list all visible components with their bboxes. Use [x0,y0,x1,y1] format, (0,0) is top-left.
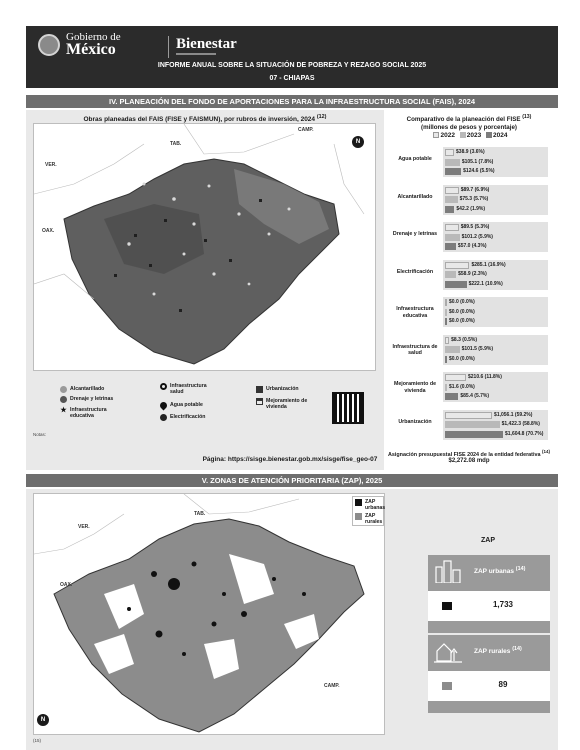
section-iv-title: IV. PLANEACIÓN DEL FONDO DE APORTACIONES PARA LA INFRAESTRUCTURA SOCIAL (FAIS), 2024 [26,95,558,108]
water-icon [159,401,169,411]
zap-rural-value-swatch [442,682,452,690]
legend-urbanization: Urbanización [256,386,299,393]
city-buildings-icon [434,559,462,583]
zap-rural-swatch [355,513,362,520]
bar-2023 [445,384,447,391]
bar-2023 [445,271,456,278]
bar-value-label: $75.3 (5.7%) [459,196,489,202]
fise-geo-page-link[interactable]: Página: https://sisge.bienestar.gob.mx/sisge/fise_geo-07 [202,456,378,463]
bar-2022 [445,149,454,156]
map-label-campeche: CAMP. [298,127,314,133]
state-name: 07 - CHIAPAS [269,75,315,82]
bar-value-label: $285.1 (16.9%) [471,261,506,268]
legend-swatch-2022 [433,132,439,138]
zap-summary-title: ZAP [481,537,495,544]
category-label: Urbanización [398,418,432,425]
bar-2023 [445,234,460,241]
chiapas-zap-map-graphic [34,494,386,736]
legend-water: Agua potable [160,402,203,409]
zap-map-label-veracruz: VER. [78,524,90,530]
bar-group [443,260,548,290]
electricity-icon [160,414,167,421]
category-label: Electrificación [396,268,434,275]
bar-2023 [445,309,447,316]
bar-value-label: $85.4 (5.7%) [460,393,490,399]
agency-logo-underline [176,53,216,55]
fise-comparison-chart [387,111,551,468]
bar-value-label: $1,422.3 (58.8%) [501,421,540,427]
zap-urban-label: ZAP urbanas $^{(14)}$ [474,566,526,576]
bar-value-label: $101.5 (5.9%) [461,346,493,352]
bar-value-label: $42.2 (1.9%) [456,205,486,212]
bar-group [443,372,548,402]
legend-housing: Mejoramiento de vivienda [256,398,322,410]
zap-rural-card [428,635,550,713]
bar-2023 [445,421,500,428]
section-v-title: V. ZONAS DE ATENCIÓN PRIORITARIA (ZAP), 2025 [26,474,558,487]
bar-value-label: $57.0 (4.3%) [457,243,487,249]
bar-value-label: $1.6 (0.0%) [449,383,475,390]
legend-swatch-2023 [460,132,466,138]
bar-value-label: $58.9 (2.3%) [458,271,487,277]
fise-total-label: Asignación presupuestal FISE 2024 de la entidad federativa $^{(14)}$ [387,449,550,458]
zap-urban-value-swatch [442,602,452,610]
bar-2024 [445,356,447,363]
zap-urban-card [428,555,550,633]
bar-value-label: $101.2 (5.9%) [461,233,493,240]
legend-drainage: Drenaje y letrinas [60,396,113,403]
bar-2022 [445,299,447,306]
map-notes-heading: Notas: [33,432,47,437]
zap-urban-count: 1,733 [492,600,514,609]
bar-value-label: $1,056.1 (59.2%) [494,411,533,418]
bar-group [443,410,548,440]
bar-2024 [445,318,447,325]
legend-health: Infraestructura salud [160,383,220,395]
bar-2022 [445,262,469,269]
report-header [26,26,558,88]
education-icon: ★ [60,407,67,414]
category-label: Mejoramiento de vivienda [393,381,437,394]
urbanization-icon [256,386,263,393]
report-title: INFORME ANUAL SOBRE LA SITUACIÓN DE POBREZA Y REZAGO SOCIAL 2025 [157,62,427,69]
bar-value-label: $124.6 (5.5%) [463,168,495,174]
zap-map-label-campeche: CAMP. [324,683,340,689]
bar-2023 [445,159,460,166]
zap-legend-rural: ZAP rurales [355,513,383,525]
category-label: Agua potable [398,156,432,162]
health-icon [160,383,167,390]
bar-value-label: $0.0 (0.0%) [449,318,475,324]
category-label: Infraestructura educativa [396,306,434,319]
map-label-oaxaca: OAX. [42,228,55,234]
bar-value-label: $0.0 (0.0%) [449,308,475,315]
bar-group [443,147,548,177]
map-label-veracruz: VER. [45,162,57,168]
bar-2024 [445,431,503,438]
bar-value-label: $1,604.8 (70.7%) [505,430,544,437]
drainage-icon [60,396,67,403]
fais-map [33,123,376,371]
agency-logo: Bienestar [176,36,237,52]
bar-2022 [445,224,459,231]
chiapas-fais-map-graphic [34,124,377,372]
zap-map-footnote: (15) [33,738,42,743]
bar-value-label: $38.9 (3.6%) [456,149,485,155]
zap-rural-count: 89 [498,680,508,689]
bar-2023 [445,196,458,203]
housing-icon [256,398,263,405]
zap-rural-label: ZAP rurales $^{(14)}$ [474,646,522,656]
category-label: Infraestructura de salud [392,343,438,356]
bar-group [443,297,548,327]
bar-group [443,222,548,252]
bar-group [443,335,548,365]
national-seal-icon [38,34,60,56]
gov-logo-line2: México [66,41,116,58]
sewer-icon [60,386,67,393]
bar-value-label: $105.1 (7.8%) [461,158,494,165]
logo-divider [168,36,169,58]
zap-north-arrow-icon: N [37,714,49,726]
bar-value-label: $0.0 (0.0%) [449,355,475,362]
rural-house-icon [434,639,462,663]
map-label-tabasco: TAB. [170,141,182,147]
qr-code-image[interactable] [332,392,364,424]
fise-total-value: $2,272.08 mdp [448,458,490,464]
bar-2022 [445,412,492,419]
fise-chart-legend [387,132,551,139]
gov-logo-line1: Gobierno de [66,31,121,43]
zap-map [33,493,385,735]
bar-2022 [445,374,466,381]
bar-2024 [445,281,467,288]
bar-value-label: $210.6 (11.8%) [468,374,502,380]
category-label: Alcantarillado [397,193,433,200]
bar-2023 [445,346,460,353]
zap-map-legend [352,496,384,526]
bar-2024 [445,393,458,400]
bar-2024 [445,243,456,250]
zap-map-label-oaxaca: OAX. [60,582,73,588]
legend-sewer: Alcantarillado [60,386,104,393]
legend-education: ★ Infraestructura educativa [60,407,107,419]
bar-value-label: $0.0 (0.0%) [449,299,475,305]
bar-2024 [445,168,461,175]
zap-map-label-tabasco: TAB. [194,511,206,517]
bar-2024 [445,206,454,213]
bar-value-label: $89.7 (6.9%) [460,186,490,193]
legend-electricity: Electrificación [160,414,205,421]
bar-value-label: $8.3 (0.5%) [451,336,478,343]
zap-urban-value-box [428,591,550,621]
zap-legend-urban: ZAP urbanas [355,499,385,511]
zap-rural-value-box [428,671,550,701]
bar-group [443,185,548,215]
bar-2022 [445,187,459,194]
legend-label-2024: 2024 [493,132,508,140]
fise-chart-title: Comparativo de la planeación del FISE $^{(13)}$ (millones de pesos y porcentaje) [406,114,532,132]
legend-swatch-2024 [486,132,492,138]
zap-summary-panel [420,495,556,735]
zap-urban-swatch [355,499,362,506]
north-arrow-icon: N [352,136,364,148]
bar-2022 [445,337,449,344]
bar-value-label: $222.1 (10.9%) [468,280,503,287]
category-label: Drenaje y letrinas [392,231,438,237]
bar-value-label: $89.5 (5.3%) [460,224,490,230]
legend-label-2023: 2023 [466,132,482,140]
fais-map-title: Obras planeadas del FAIS (FISE y FAISMUN), por rubros de inversión, 2024 $^{(12)}$ [83,114,327,124]
legend-label-2022: 2022 [440,132,455,140]
